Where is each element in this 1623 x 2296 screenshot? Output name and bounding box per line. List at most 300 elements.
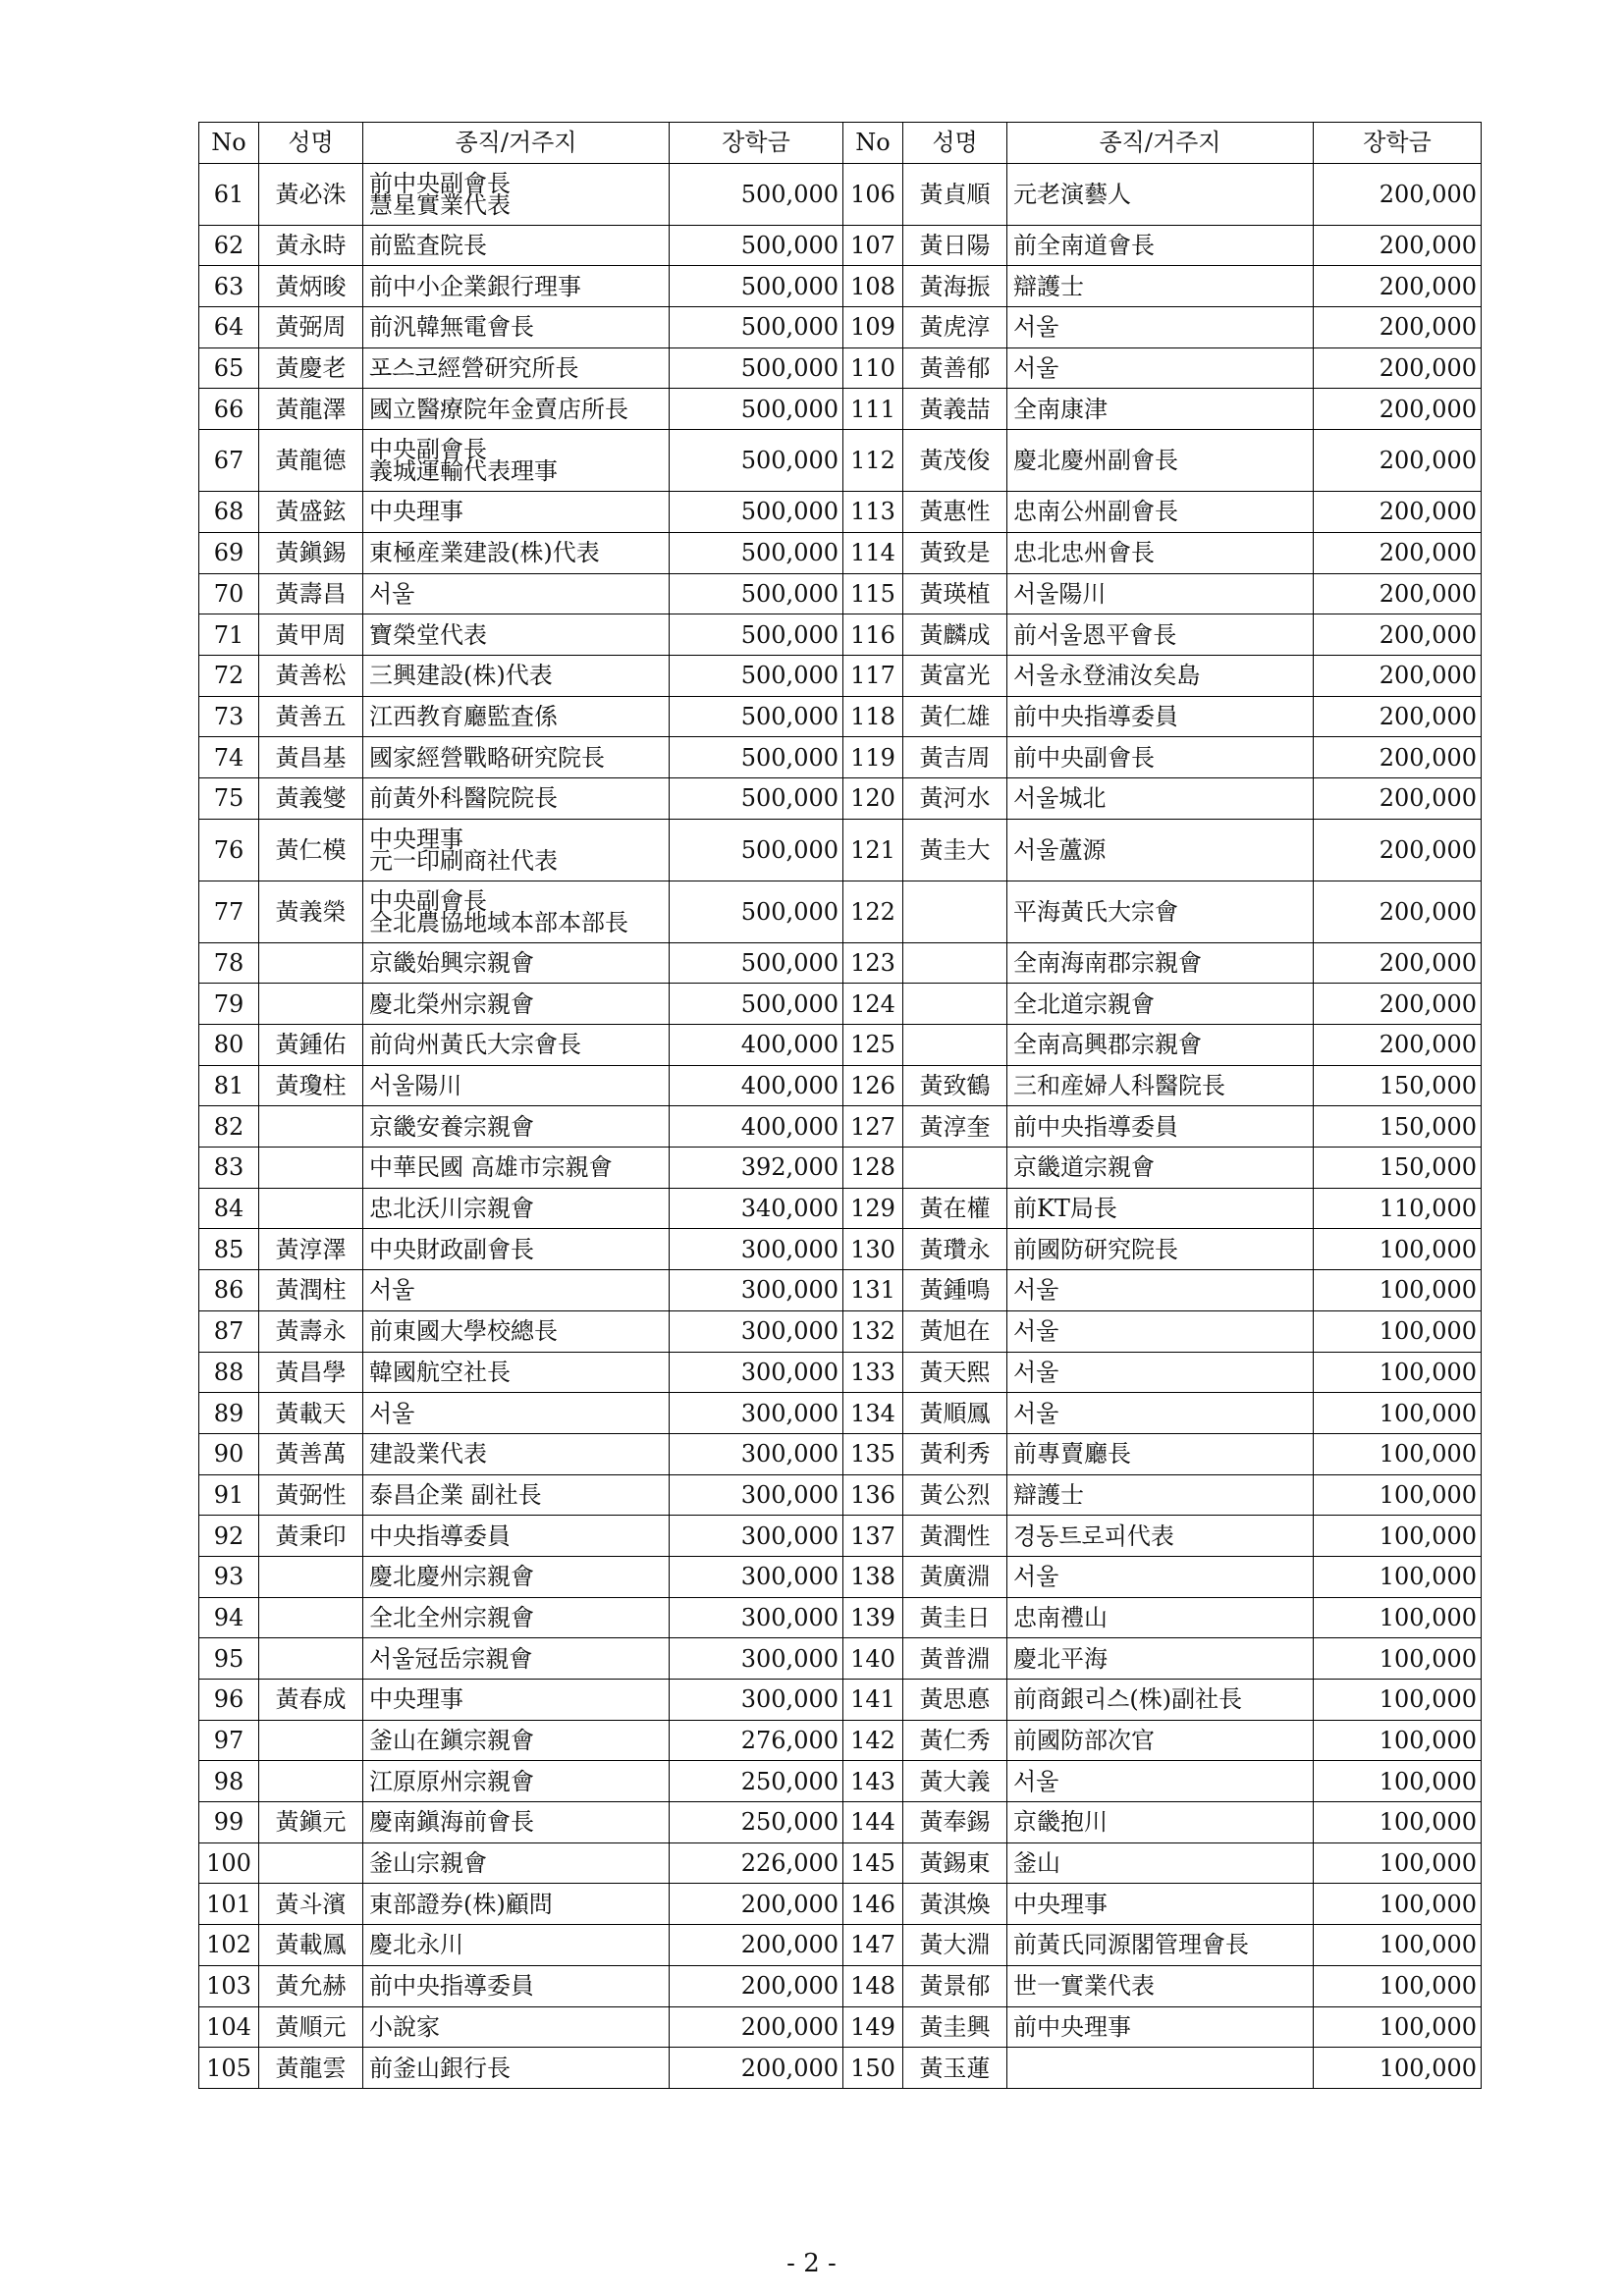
cell-no: 150 bbox=[843, 2048, 903, 2089]
cell-no: 119 bbox=[843, 737, 903, 778]
desc-line: 國立醫療院年金賣店所長 bbox=[369, 395, 628, 423]
cell-amount: 100,000 bbox=[1314, 1965, 1482, 2006]
donor-table bbox=[198, 122, 1482, 2089]
cell-desc bbox=[363, 1925, 670, 1966]
desc-line: 前KT局長 bbox=[1013, 1195, 1117, 1223]
table-row bbox=[199, 655, 1482, 696]
table-row bbox=[199, 1433, 1482, 1474]
cell-desc bbox=[363, 1556, 670, 1597]
cell-desc bbox=[363, 347, 670, 389]
cell-desc bbox=[1007, 225, 1314, 266]
cell-name: 黃善松 bbox=[259, 655, 363, 696]
cell-no: 84 bbox=[199, 1188, 259, 1229]
cell-desc bbox=[1007, 347, 1314, 389]
cell-amount: 276,000 bbox=[670, 1720, 843, 1761]
cell-name: 黃日陽 bbox=[903, 225, 1007, 266]
cell-amount: 500,000 bbox=[670, 347, 843, 389]
cell-amount: 500,000 bbox=[670, 777, 843, 819]
cell-name: 黃慶老 bbox=[259, 347, 363, 389]
cell-desc bbox=[1007, 532, 1314, 573]
cell-desc bbox=[1007, 307, 1314, 348]
table-row bbox=[199, 163, 1482, 225]
cell-name: 黃昌基 bbox=[259, 737, 363, 778]
cell-no: 114 bbox=[843, 532, 903, 573]
cell-no: 112 bbox=[843, 430, 903, 492]
cell-name: 黃順鳳 bbox=[903, 1393, 1007, 1434]
cell-amount: 100,000 bbox=[1314, 1433, 1482, 1474]
cell-desc bbox=[363, 984, 670, 1025]
cell-desc bbox=[363, 1680, 670, 1721]
cell-amount: 300,000 bbox=[670, 1352, 843, 1393]
cell-name: 黃善萬 bbox=[259, 1433, 363, 1474]
table-row bbox=[199, 777, 1482, 819]
cell-no: 80 bbox=[199, 1025, 259, 1066]
desc-line: 中央副會長 bbox=[369, 886, 487, 915]
table-row bbox=[199, 1965, 1482, 2006]
desc-line: 中央理事 bbox=[1013, 1890, 1108, 1918]
desc-line: 서울蘆源 bbox=[1013, 835, 1107, 864]
table-row bbox=[199, 696, 1482, 737]
cell-desc bbox=[1007, 1270, 1314, 1311]
cell-desc bbox=[363, 492, 670, 533]
header-name: 성명 bbox=[903, 123, 1007, 164]
table-row bbox=[199, 1065, 1482, 1106]
desc-line: 서울陽川 bbox=[1013, 579, 1107, 608]
desc-line: 前尙州黃氏大宗會長 bbox=[369, 1031, 581, 1059]
cell-no: 145 bbox=[843, 1842, 903, 1884]
cell-amount: 100,000 bbox=[1314, 1802, 1482, 1843]
cell-name: 黃大淵 bbox=[903, 1925, 1007, 1966]
cell-desc bbox=[1007, 1188, 1314, 1229]
table-row bbox=[199, 1842, 1482, 1884]
cell-name: 黃瓊柱 bbox=[259, 1065, 363, 1106]
cell-name: 黃仁秀 bbox=[903, 1720, 1007, 1761]
cell-name: 黃義燮 bbox=[259, 777, 363, 819]
cell-no: 67 bbox=[199, 430, 259, 492]
cell-amount: 100,000 bbox=[1314, 1761, 1482, 1802]
cell-name bbox=[259, 1106, 363, 1148]
cell-amount: 250,000 bbox=[670, 1802, 843, 1843]
cell-name bbox=[259, 984, 363, 1025]
cell-name: 黃義喆 bbox=[903, 389, 1007, 430]
cell-amount: 500,000 bbox=[670, 266, 843, 307]
cell-amount: 300,000 bbox=[670, 1638, 843, 1680]
cell-desc bbox=[1007, 1802, 1314, 1843]
desc-line: 前專賣廳長 bbox=[1013, 1440, 1131, 1468]
table-row bbox=[199, 614, 1482, 656]
cell-desc bbox=[1007, 1352, 1314, 1393]
cell-amount: 200,000 bbox=[1314, 737, 1482, 778]
cell-amount: 150,000 bbox=[1314, 1065, 1482, 1106]
cell-no: 142 bbox=[843, 1720, 903, 1761]
table-row bbox=[199, 1556, 1482, 1597]
cell-amount: 200,000 bbox=[1314, 777, 1482, 819]
cell-desc bbox=[1007, 1884, 1314, 1925]
desc-line: 서울 bbox=[1013, 1317, 1059, 1346]
desc-line: 慶南鎭海前會長 bbox=[369, 1808, 534, 1837]
cell-desc bbox=[363, 2006, 670, 2048]
table-row bbox=[199, 1597, 1482, 1638]
desc-line: 世一實業代表 bbox=[1013, 1972, 1155, 2001]
cell-amount: 200,000 bbox=[1314, 532, 1482, 573]
cell-amount: 500,000 bbox=[670, 430, 843, 492]
desc-line: 辯護士 bbox=[1013, 1480, 1084, 1509]
cell-no: 111 bbox=[843, 389, 903, 430]
desc-line: 前中央指導委員 bbox=[1013, 1112, 1178, 1141]
cell-amount: 500,000 bbox=[670, 492, 843, 533]
cell-name bbox=[903, 1148, 1007, 1189]
header-no: No bbox=[843, 123, 903, 164]
cell-name bbox=[259, 1188, 363, 1229]
cell-desc bbox=[1007, 1393, 1314, 1434]
cell-amount: 100,000 bbox=[1314, 1720, 1482, 1761]
table-header-row bbox=[199, 123, 1482, 164]
cell-name: 黃廣淵 bbox=[903, 1556, 1007, 1597]
cell-name: 黃鎭元 bbox=[259, 1802, 363, 1843]
desc-line: 忠南禮山 bbox=[1013, 1603, 1108, 1631]
cell-desc bbox=[363, 614, 670, 656]
cell-desc bbox=[1007, 1761, 1314, 1802]
cell-amount: 300,000 bbox=[670, 1433, 843, 1474]
cell-amount: 200,000 bbox=[1314, 492, 1482, 533]
desc-line: 前中央理事 bbox=[1013, 2012, 1131, 2041]
cell-name: 黃弼周 bbox=[259, 307, 363, 348]
cell-name: 黃龍雲 bbox=[259, 2048, 363, 2089]
cell-desc bbox=[363, 1352, 670, 1393]
cell-amount: 200,000 bbox=[1314, 430, 1482, 492]
cell-amount: 300,000 bbox=[670, 1680, 843, 1721]
cell-no: 98 bbox=[199, 1761, 259, 1802]
cell-name: 黃利秀 bbox=[903, 1433, 1007, 1474]
cell-desc bbox=[1007, 1065, 1314, 1106]
header-desc: 종직/거주지 bbox=[363, 123, 670, 164]
cell-no: 122 bbox=[843, 881, 903, 942]
cell-desc bbox=[363, 1106, 670, 1148]
cell-amount: 500,000 bbox=[670, 225, 843, 266]
cell-amount: 200,000 bbox=[1314, 942, 1482, 984]
cell-desc bbox=[363, 1065, 670, 1106]
cell-name: 黃秉印 bbox=[259, 1516, 363, 1557]
cell-name: 黃炳晙 bbox=[259, 266, 363, 307]
desc-line: 忠北忠州會長 bbox=[1013, 539, 1155, 567]
cell-no: 65 bbox=[199, 347, 259, 389]
cell-amount: 300,000 bbox=[670, 1270, 843, 1311]
desc-line: 釜山在鎭宗親會 bbox=[369, 1727, 534, 1755]
cell-name: 黃允赫 bbox=[259, 1965, 363, 2006]
desc-line: 京畿始興宗親會 bbox=[369, 948, 534, 977]
table-row bbox=[199, 1680, 1482, 1721]
table-row bbox=[199, 307, 1482, 348]
desc-line: 東極産業建設(株)代表 bbox=[369, 539, 600, 567]
desc-line: 江西教育廳監査係 bbox=[369, 702, 558, 730]
cell-desc bbox=[363, 1720, 670, 1761]
cell-desc bbox=[363, 430, 670, 492]
cell-desc bbox=[1007, 1229, 1314, 1270]
cell-amount: 100,000 bbox=[1314, 1229, 1482, 1270]
cell-desc bbox=[1007, 1106, 1314, 1148]
desc-line: 全北道宗親會 bbox=[1013, 989, 1155, 1018]
cell-no: 93 bbox=[199, 1556, 259, 1597]
cell-name: 黃義榮 bbox=[259, 881, 363, 942]
cell-desc bbox=[1007, 2006, 1314, 2048]
cell-name: 黃壽永 bbox=[259, 1310, 363, 1352]
cell-name bbox=[259, 1761, 363, 1802]
cell-amount: 100,000 bbox=[1314, 1884, 1482, 1925]
desc-line: 前中央副會長 bbox=[1013, 743, 1155, 772]
desc-line: 義城運輸代表理事 bbox=[369, 457, 558, 486]
cell-no: 77 bbox=[199, 881, 259, 942]
cell-amount: 100,000 bbox=[1314, 1352, 1482, 1393]
cell-desc bbox=[1007, 266, 1314, 307]
cell-amount: 300,000 bbox=[670, 1310, 843, 1352]
cell-name: 黃玉蓮 bbox=[903, 2048, 1007, 2089]
cell-amount: 200,000 bbox=[1314, 1025, 1482, 1066]
cell-name bbox=[259, 1148, 363, 1189]
desc-line: 慶北永川 bbox=[369, 1931, 463, 1959]
cell-no: 70 bbox=[199, 573, 259, 614]
desc-line: 서울 bbox=[1013, 1358, 1059, 1386]
table-row bbox=[199, 1148, 1482, 1189]
cell-no: 106 bbox=[843, 163, 903, 225]
table-row bbox=[199, 1106, 1482, 1148]
cell-no: 143 bbox=[843, 1761, 903, 1802]
cell-no: 99 bbox=[199, 1802, 259, 1843]
cell-no: 101 bbox=[199, 1884, 259, 1925]
cell-amount: 250,000 bbox=[670, 1761, 843, 1802]
desc-line: 서울陽川 bbox=[369, 1072, 462, 1100]
cell-amount: 100,000 bbox=[1314, 1270, 1482, 1311]
cell-name: 黃潤柱 bbox=[259, 1270, 363, 1311]
cell-no: 71 bbox=[199, 614, 259, 656]
cell-amount: 100,000 bbox=[1314, 2048, 1482, 2089]
desc-line: 서울 bbox=[369, 1399, 415, 1427]
cell-amount: 200,000 bbox=[670, 2048, 843, 2089]
cell-no: 105 bbox=[199, 2048, 259, 2089]
desc-line: 中央理事 bbox=[369, 825, 463, 853]
desc-line: 前全南道會長 bbox=[1013, 232, 1155, 260]
cell-amount: 300,000 bbox=[670, 1597, 843, 1638]
cell-desc bbox=[363, 1761, 670, 1802]
cell-no: 128 bbox=[843, 1148, 903, 1189]
cell-desc bbox=[1007, 1516, 1314, 1557]
table-row bbox=[199, 1229, 1482, 1270]
cell-name: 黃潤性 bbox=[903, 1516, 1007, 1557]
cell-desc bbox=[363, 696, 670, 737]
cell-no: 66 bbox=[199, 389, 259, 430]
cell-amount: 200,000 bbox=[1314, 614, 1482, 656]
desc-line: 建設業代表 bbox=[369, 1440, 487, 1468]
cell-name: 黃龍澤 bbox=[259, 389, 363, 430]
cell-amount: 100,000 bbox=[1314, 1556, 1482, 1597]
cell-desc bbox=[1007, 737, 1314, 778]
cell-no: 135 bbox=[843, 1433, 903, 1474]
cell-desc bbox=[1007, 1597, 1314, 1638]
cell-desc bbox=[1007, 573, 1314, 614]
cell-desc bbox=[363, 1516, 670, 1557]
desc-line: 서울 bbox=[1013, 1399, 1059, 1427]
cell-amount: 150,000 bbox=[1314, 1106, 1482, 1148]
desc-line: 中央指導委員 bbox=[369, 1522, 511, 1550]
cell-name bbox=[903, 1025, 1007, 1066]
cell-name bbox=[259, 942, 363, 984]
cell-no: 129 bbox=[843, 1188, 903, 1229]
cell-name: 黃思悳 bbox=[903, 1680, 1007, 1721]
desc-line: 서울冠岳宗親會 bbox=[369, 1644, 533, 1673]
cell-amount: 100,000 bbox=[1314, 1310, 1482, 1352]
cell-desc bbox=[363, 389, 670, 430]
cell-amount: 100,000 bbox=[1314, 1393, 1482, 1434]
cell-desc bbox=[363, 1229, 670, 1270]
cell-amount: 200,000 bbox=[670, 1884, 843, 1925]
desc-line: 前東國大學校總長 bbox=[369, 1317, 558, 1346]
cell-name: 黃錫東 bbox=[903, 1842, 1007, 1884]
cell-name: 黃瓚永 bbox=[903, 1229, 1007, 1270]
cell-no: 68 bbox=[199, 492, 259, 533]
desc-line: 元一印刷商社代表 bbox=[369, 846, 558, 875]
desc-line: 京畿抱川 bbox=[1013, 1808, 1108, 1837]
cell-amount: 110,000 bbox=[1314, 1188, 1482, 1229]
cell-name: 黃順元 bbox=[259, 2006, 363, 2048]
header-amount: 장학금 bbox=[1314, 123, 1482, 164]
desc-line: 前黃氏同源閣管理會長 bbox=[1013, 1931, 1249, 1959]
cell-desc bbox=[363, 2048, 670, 2089]
desc-line: 경동트로피代表 bbox=[1013, 1522, 1174, 1550]
desc-line: 前國防部次官 bbox=[1013, 1727, 1155, 1755]
cell-desc bbox=[363, 1433, 670, 1474]
cell-no: 107 bbox=[843, 225, 903, 266]
desc-line: 中華民國 高雄市宗親會 bbox=[369, 1153, 613, 1182]
cell-no: 87 bbox=[199, 1310, 259, 1352]
cell-desc bbox=[363, 266, 670, 307]
cell-desc bbox=[1007, 1965, 1314, 2006]
cell-no: 79 bbox=[199, 984, 259, 1025]
cell-no: 125 bbox=[843, 1025, 903, 1066]
cell-amount: 392,000 bbox=[670, 1148, 843, 1189]
table-row bbox=[199, 389, 1482, 430]
cell-desc bbox=[1007, 1925, 1314, 1966]
cell-desc bbox=[1007, 1433, 1314, 1474]
desc-line: 포스코經營研究所長 bbox=[369, 354, 579, 383]
desc-line: 江原原州宗親會 bbox=[369, 1767, 534, 1795]
cell-desc bbox=[1007, 1556, 1314, 1597]
table-row bbox=[199, 984, 1482, 1025]
cell-name: 黃公烈 bbox=[903, 1474, 1007, 1516]
cell-name: 黃天熙 bbox=[903, 1352, 1007, 1393]
table-row bbox=[199, 1925, 1482, 1966]
header-no: No bbox=[199, 123, 259, 164]
cell-name: 黃龍德 bbox=[259, 430, 363, 492]
cell-name: 黃仁模 bbox=[259, 819, 363, 881]
desc-line: 慧星實業代表 bbox=[369, 190, 511, 219]
cell-name: 黃貞順 bbox=[903, 163, 1007, 225]
cell-amount: 500,000 bbox=[670, 573, 843, 614]
cell-no: 86 bbox=[199, 1270, 259, 1311]
cell-no: 149 bbox=[843, 2006, 903, 2048]
cell-amount: 500,000 bbox=[670, 389, 843, 430]
cell-amount: 100,000 bbox=[1314, 1474, 1482, 1516]
cell-no: 137 bbox=[843, 1516, 903, 1557]
cell-no: 141 bbox=[843, 1680, 903, 1721]
cell-no: 100 bbox=[199, 1842, 259, 1884]
desc-line: 全南海南郡宗親會 bbox=[1013, 948, 1202, 977]
cell-amount: 500,000 bbox=[670, 614, 843, 656]
cell-name bbox=[903, 984, 1007, 1025]
cell-no: 92 bbox=[199, 1516, 259, 1557]
cell-desc bbox=[363, 1188, 670, 1229]
cell-name: 黃鍾鳴 bbox=[903, 1270, 1007, 1311]
cell-no: 140 bbox=[843, 1638, 903, 1680]
cell-amount: 200,000 bbox=[1314, 696, 1482, 737]
cell-no: 62 bbox=[199, 225, 259, 266]
cell-desc bbox=[1007, 1638, 1314, 1680]
cell-amount: 200,000 bbox=[1314, 655, 1482, 696]
cell-amount: 200,000 bbox=[670, 1965, 843, 2006]
cell-no: 131 bbox=[843, 1270, 903, 1311]
cell-amount: 500,000 bbox=[670, 984, 843, 1025]
cell-amount: 200,000 bbox=[1314, 307, 1482, 348]
desc-line: 서울 bbox=[369, 579, 415, 608]
cell-desc bbox=[363, 1965, 670, 2006]
cell-no: 146 bbox=[843, 1884, 903, 1925]
cell-no: 75 bbox=[199, 777, 259, 819]
cell-name: 黃致是 bbox=[903, 532, 1007, 573]
cell-amount: 226,000 bbox=[670, 1842, 843, 1884]
cell-amount: 200,000 bbox=[1314, 881, 1482, 942]
cell-no: 82 bbox=[199, 1106, 259, 1148]
desc-line: 中央財政副會長 bbox=[369, 1235, 534, 1263]
table-row bbox=[199, 2006, 1482, 2048]
cell-amount: 500,000 bbox=[670, 532, 843, 573]
desc-line: 前中小企業銀行理事 bbox=[369, 272, 581, 300]
table-body bbox=[199, 163, 1482, 2088]
desc-line: 서울 bbox=[1013, 313, 1059, 342]
cell-amount: 200,000 bbox=[1314, 389, 1482, 430]
cell-name: 黃淳奎 bbox=[903, 1106, 1007, 1148]
desc-line: 元老演藝人 bbox=[1013, 180, 1131, 208]
cell-no: 139 bbox=[843, 1597, 903, 1638]
table-row bbox=[199, 1393, 1482, 1434]
table-row bbox=[199, 1188, 1482, 1229]
cell-no: 61 bbox=[199, 163, 259, 225]
table-row bbox=[199, 1474, 1482, 1516]
cell-amount: 300,000 bbox=[670, 1474, 843, 1516]
cell-amount: 100,000 bbox=[1314, 1597, 1482, 1638]
cell-desc bbox=[363, 1597, 670, 1638]
desc-line: 서울 bbox=[1013, 354, 1059, 383]
cell-amount: 200,000 bbox=[670, 2006, 843, 2048]
desc-line: 慶北平海 bbox=[1013, 1644, 1108, 1673]
cell-desc bbox=[1007, 1148, 1314, 1189]
cell-name: 黃淇煥 bbox=[903, 1884, 1007, 1925]
cell-name: 黃永時 bbox=[259, 225, 363, 266]
desc-line: 慶北榮州宗親會 bbox=[369, 989, 534, 1018]
cell-no: 147 bbox=[843, 1925, 903, 1966]
table-row bbox=[199, 266, 1482, 307]
cell-no: 74 bbox=[199, 737, 259, 778]
cell-name: 黃普淵 bbox=[903, 1638, 1007, 1680]
cell-no: 113 bbox=[843, 492, 903, 533]
cell-name bbox=[259, 1638, 363, 1680]
desc-line: 前黃外科醫院院長 bbox=[369, 784, 558, 813]
cell-no: 136 bbox=[843, 1474, 903, 1516]
desc-line: 東部證券(株)顧問 bbox=[369, 1890, 553, 1918]
cell-amount: 200,000 bbox=[1314, 984, 1482, 1025]
cell-no: 63 bbox=[199, 266, 259, 307]
cell-desc bbox=[1007, 777, 1314, 819]
cell-amount: 500,000 bbox=[670, 881, 843, 942]
cell-name bbox=[259, 1842, 363, 1884]
cell-desc bbox=[1007, 614, 1314, 656]
